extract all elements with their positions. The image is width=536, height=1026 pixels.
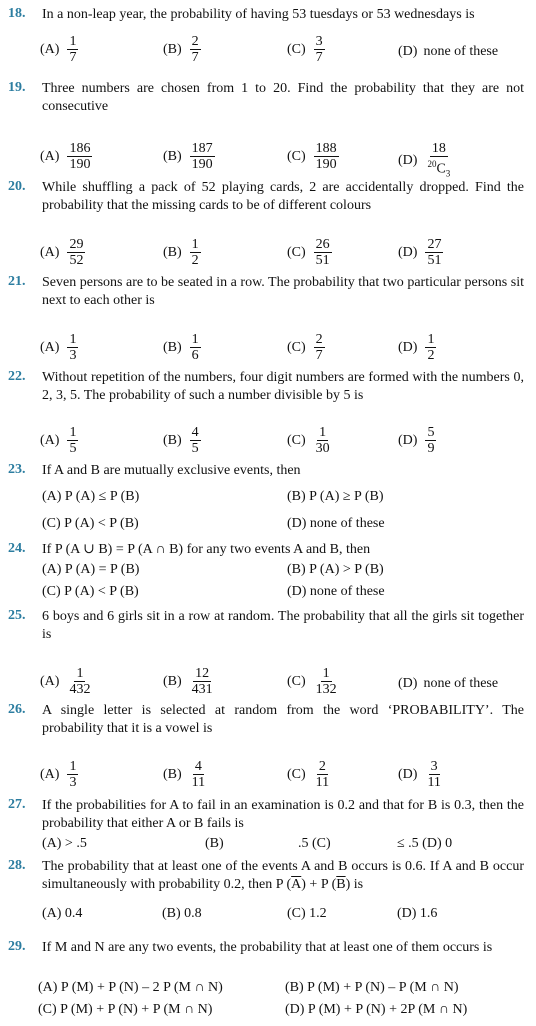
option-b <box>163 332 201 363</box>
option-c <box>287 141 339 172</box>
option-a: (A) 0.4 <box>42 906 83 921</box>
option-a <box>40 666 92 697</box>
option-label: (A) <box>40 673 60 689</box>
numerator: 186 <box>69 141 91 156</box>
question-text: A single letter is selected at random from the word ‘PROBABILITY’. The probability that it is a vowel is <box>42 703 524 736</box>
denominator: 3 <box>69 348 77 363</box>
option-d: (D) none of these <box>287 584 385 599</box>
option-d: (D) 1.6 <box>397 906 438 921</box>
option-a <box>40 332 78 363</box>
option-c <box>287 666 339 697</box>
question-text: The probability that at least one of the events A and B occurs is 0.6. If A and B occur simultaneously with probability 0.2, then P $(\overline{A}) + P$ $(\overline{B})$ is <box>42 859 524 892</box>
numerator: 18 <box>431 141 446 156</box>
question-number: 18. <box>8 6 26 21</box>
question-text: If the probabilities for A to fail in an examination is 0.2 and that for B is 0.3, then the probability that either A or B fails is <box>42 798 524 831</box>
numerator: 2 <box>318 759 326 774</box>
option-label: (D) <box>398 766 418 782</box>
option-label: (C) <box>287 673 306 689</box>
option-label: (A) <box>40 148 60 164</box>
option-c <box>287 425 332 456</box>
denominator: 7 <box>69 50 77 65</box>
fraction <box>67 332 78 363</box>
option-a: (A) P (A) ≤ P (B) <box>42 489 140 504</box>
question-number: 25. <box>8 608 26 623</box>
option-d <box>398 759 443 790</box>
question-number: 24. <box>8 541 26 556</box>
option-b-value: .5 (C) <box>298 836 331 851</box>
numerator: 4 <box>191 425 199 440</box>
option-b: (B) P (A) > P (B) <box>287 562 384 577</box>
question-text: Seven persons are to be seated in a row. The probability that two particular persons sit next to each other is <box>42 275 524 308</box>
option-label: (B) <box>163 673 182 689</box>
fraction <box>190 332 201 363</box>
option-a <box>40 759 78 790</box>
fraction <box>314 141 339 172</box>
numerator: 4 <box>194 759 202 774</box>
denominator: 51 <box>427 253 442 268</box>
question-number: 28. <box>8 858 26 873</box>
option-label: (A) <box>40 41 60 57</box>
option-a: (A) > .5 <box>42 836 87 851</box>
denominator: 2 <box>191 253 199 268</box>
option-d <box>398 141 452 181</box>
numerator: 3 <box>430 759 438 774</box>
numerator: 187 <box>191 141 213 156</box>
option-label: (B) <box>163 766 182 782</box>
option-b <box>163 666 215 697</box>
denominator: $^{20}C_3$ <box>427 159 451 179</box>
fraction <box>425 425 436 456</box>
numerator: 1 <box>322 666 330 681</box>
option-b: (B) P (A) ≥ P (B) <box>287 489 384 504</box>
fraction <box>67 666 92 697</box>
option-label: (D) <box>398 153 418 169</box>
fraction <box>190 759 207 790</box>
numerator: 1 <box>319 425 327 440</box>
question-number: 21. <box>8 274 26 289</box>
option-label: (A) <box>40 339 60 355</box>
denominator: 7 <box>191 50 199 65</box>
option-a: (A) P (A) = P (B) <box>42 562 140 577</box>
fraction <box>190 666 215 697</box>
question-number: 20. <box>8 179 26 194</box>
fraction <box>190 141 215 172</box>
denominator: 5 <box>69 441 77 456</box>
option-b <box>163 425 201 456</box>
numerator: 2 <box>315 332 323 347</box>
option-label: (B) <box>163 339 182 355</box>
numerator: 27 <box>427 237 442 252</box>
denominator: 51 <box>315 253 330 268</box>
option-c <box>287 332 325 363</box>
numerator: 1 <box>191 237 199 252</box>
fraction <box>190 34 201 65</box>
fraction <box>190 237 201 268</box>
fraction <box>425 332 436 363</box>
numerator: 1 <box>191 332 199 347</box>
question-number: 23. <box>8 462 26 477</box>
numerator: 1 <box>69 759 77 774</box>
fraction <box>314 666 339 697</box>
fraction <box>314 34 325 65</box>
denominator: 6 <box>191 348 199 363</box>
option-c <box>287 759 331 790</box>
denominator: 5 <box>191 441 199 456</box>
denominator: 7 <box>315 50 323 65</box>
option-c: (C) P (A) < P (B) <box>42 584 139 599</box>
question-text: If P (A ∪ B) = P (A ∩ B) for any two events A and B, then <box>42 542 371 557</box>
option-c: (C) P (M) + P (N) + P (M ∩ N) <box>38 1002 213 1017</box>
numerator: 188 <box>315 141 337 156</box>
question-number: 26. <box>8 702 26 717</box>
option-b <box>163 141 215 172</box>
option-d <box>398 44 498 60</box>
option-label: (C) <box>287 41 306 57</box>
fraction <box>425 759 442 790</box>
option-a <box>40 425 78 456</box>
option-label: (D) <box>398 676 418 691</box>
numerator: 12 <box>195 666 210 681</box>
question-number: 22. <box>8 369 26 384</box>
option-a <box>40 141 92 172</box>
fraction <box>67 141 92 172</box>
option-label: (C) <box>287 766 306 782</box>
option-d <box>398 332 436 363</box>
fraction <box>67 425 78 456</box>
question-number: 19. <box>8 80 26 95</box>
question-text: 6 boys and 6 girls sit in a row at random. The probability that all the girls sit together is <box>42 609 524 642</box>
question-text: Three numbers are chosen from 1 to 20. Find the probability that they are not consecutive <box>42 81 524 114</box>
numerator: 5 <box>427 425 435 440</box>
denominator: 30 <box>315 441 330 456</box>
option-d <box>398 425 436 456</box>
question-text: Without repetition of the numbers, four digit numbers are formed with the numbers 0, 2, 3, 5. The probability of such a number divisible by 5 is <box>42 370 524 403</box>
option-c <box>287 34 325 65</box>
question-text: If A and B are mutually exclusive events, then <box>42 463 301 478</box>
option-label: (D) <box>398 432 418 448</box>
denominator: 190 <box>69 157 91 172</box>
option-label: (C) <box>287 432 306 448</box>
denominator: 11 <box>315 775 330 790</box>
fraction <box>67 34 78 65</box>
option-d <box>398 676 498 692</box>
denominator: 11 <box>427 775 441 790</box>
denominator: 431 <box>191 682 213 697</box>
question-number: 27. <box>8 797 26 812</box>
option-text: none of these <box>423 44 499 59</box>
numerator: 1 <box>76 666 84 681</box>
option-label: (C) <box>287 148 306 164</box>
denominator: 132 <box>315 682 337 697</box>
numerator: 1 <box>69 332 77 347</box>
denominator: 52 <box>69 253 84 268</box>
numerator: 1 <box>69 34 77 49</box>
option-label: (A) <box>40 766 60 782</box>
option-label: (B) <box>163 432 182 448</box>
fraction <box>314 332 325 363</box>
fraction <box>314 759 331 790</box>
fraction <box>190 425 201 456</box>
numerator: 29 <box>69 237 84 252</box>
question-number: 29. <box>8 939 26 954</box>
fraction <box>67 237 85 268</box>
fraction <box>425 141 452 181</box>
option-label: (C) <box>287 339 306 355</box>
option-c: (C) 1.2 <box>287 906 327 921</box>
denominator: 11 <box>191 775 206 790</box>
denominator: 190 <box>315 157 337 172</box>
fraction <box>314 237 332 268</box>
option-d <box>398 237 443 268</box>
denominator: 3 <box>69 775 77 790</box>
question-text: If M and N are any two events, the probability that at least one of them occurs is <box>42 940 493 955</box>
option-b <box>163 34 201 65</box>
option-label: (D) <box>398 339 418 355</box>
option-b: (B) P (M) + P (N) – P (M ∩ N) <box>285 980 459 995</box>
question-text: While shuffling a pack of 52 playing cards, 2 are accidentally dropped. Find the probability that the missing cards to be of different colours <box>42 180 524 213</box>
fraction <box>314 425 332 456</box>
option-b: (B) 0.8 <box>162 906 202 921</box>
denominator: 432 <box>69 682 91 697</box>
option-a: (A) P (M) + P (N) – 2 P (M ∩ N) <box>38 980 223 995</box>
denominator: 2 <box>427 348 435 363</box>
denominator: 9 <box>427 441 435 456</box>
option-c: (C) P (A) < P (B) <box>42 516 139 531</box>
option-label: (A) <box>40 432 60 448</box>
option-label: (B) <box>163 244 182 260</box>
option-b <box>163 237 201 268</box>
option-label: (D) <box>398 244 418 260</box>
denominator: 190 <box>191 157 213 172</box>
numerator: 1 <box>69 425 77 440</box>
option-b: (B) <box>205 836 224 851</box>
option-d: (D) none of these <box>287 516 385 531</box>
option-b <box>163 759 207 790</box>
numerator: 2 <box>191 34 199 49</box>
numerator: 26 <box>315 237 330 252</box>
fraction <box>425 237 443 268</box>
denominator: 7 <box>315 348 323 363</box>
numerator: 1 <box>427 332 435 347</box>
option-label: (B) <box>163 148 182 164</box>
option-label: (D) <box>398 44 418 59</box>
option-a <box>40 237 85 268</box>
option-c: ≤ .5 (D) 0 <box>397 836 453 851</box>
numerator: 3 <box>315 34 323 49</box>
fraction <box>67 759 78 790</box>
option-label: (C) <box>287 244 306 260</box>
option-text: none of these <box>423 676 499 691</box>
option-label: (A) <box>40 244 60 260</box>
option-c <box>287 237 332 268</box>
option-d: (D) P (M) + P (N) + 2P (M ∩ N) <box>285 1002 468 1017</box>
option-label: (B) <box>163 41 182 57</box>
option-a <box>40 34 78 65</box>
question-text: In a non-leap year, the probability of having 53 tuesdays or 53 wednesdays is <box>42 7 475 22</box>
